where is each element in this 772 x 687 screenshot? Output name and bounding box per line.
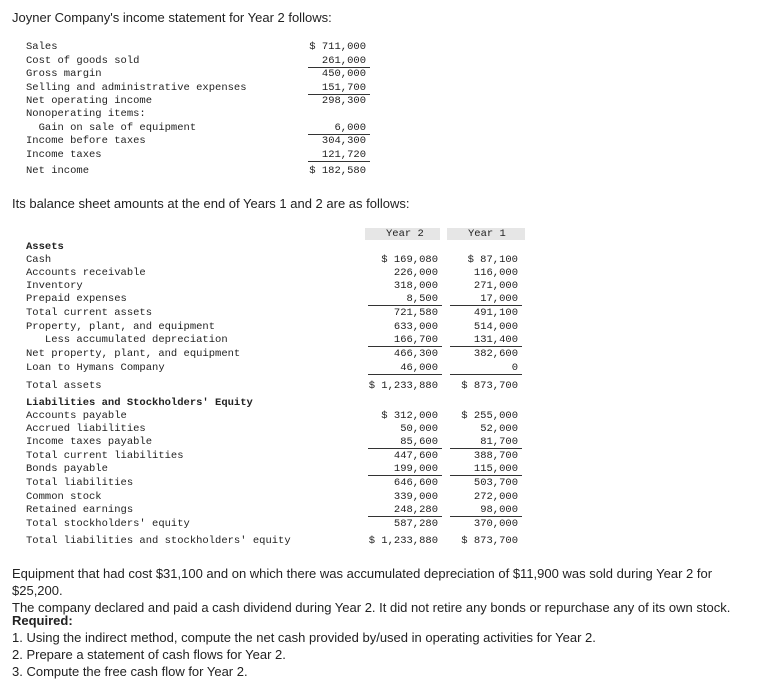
- year2-value: $ 1,233,880: [368, 380, 438, 392]
- income-row-label: Income taxes: [26, 149, 102, 161]
- year1-value: $ 873,700: [461, 380, 518, 392]
- year2-value: $ 312,000: [381, 410, 438, 422]
- balance-row-label: Total liabilities and stockholders' equity: [26, 535, 291, 547]
- year1-value: 116,000: [473, 267, 518, 279]
- income-row-value: 298,300: [321, 95, 366, 107]
- income-row-value: 261,000: [321, 55, 366, 67]
- balance-underline: [450, 448, 522, 449]
- year1-value: 388,700: [473, 450, 518, 462]
- year2-value: 587,280: [393, 518, 438, 530]
- balance-underline: [368, 516, 442, 517]
- balance-section-heading: Assets: [26, 241, 64, 253]
- year1-value: $ 873,700: [461, 535, 518, 547]
- year2-value: 633,000: [393, 321, 438, 333]
- year1-value: 52,000: [480, 423, 518, 435]
- required-heading: Required:: [12, 613, 73, 628]
- income-row-label: Net income: [26, 165, 90, 177]
- income-row-value: 6,000: [334, 122, 366, 134]
- balance-row-label: Total liabilities: [26, 477, 134, 489]
- balance-row-label: Cash: [26, 254, 52, 266]
- balance-row-label: Accrued liabilities: [26, 423, 146, 435]
- year1-value: 0: [511, 362, 518, 374]
- year2-value: 166,700: [393, 334, 438, 346]
- income-row-label: Gross margin: [26, 68, 102, 80]
- balance-row-label: Income taxes payable: [26, 436, 153, 448]
- year1-value: $ 255,000: [461, 410, 518, 422]
- year1-value: $ 87,100: [467, 254, 518, 266]
- note-line-1: Equipment that had cost $31,100 and on which there was accumulated depreciation of $11,900 was sold during Year 2 for $25,200.: [12, 566, 713, 598]
- year2-value: 8,500: [406, 293, 438, 305]
- balance-row-label: Retained earnings: [26, 504, 134, 516]
- balance-row-label: Total current liabilities: [26, 450, 184, 462]
- year1-value: 370,000: [473, 518, 518, 530]
- year2-value: 85,600: [400, 436, 438, 448]
- income-underline: [308, 134, 370, 135]
- income-row-label: Gain on sale of equipment: [26, 122, 197, 134]
- required-section: [12, 612, 762, 680]
- year2-value: $ 169,080: [381, 254, 438, 266]
- balance-underline: [368, 305, 442, 306]
- income-row-value: 304,300: [321, 135, 366, 147]
- note-line-2: The company declared and paid a cash dividend during Year 2. It did not retire any bonds or repurchase any of its own stock.: [12, 600, 731, 615]
- balance-row-label: Prepaid expenses: [26, 293, 127, 305]
- balance-row-label: Loan to Hymans Company: [26, 362, 165, 374]
- balance-underline: [368, 475, 442, 476]
- balance-row-label: Accounts receivable: [26, 267, 146, 279]
- year2-column-header: Year 2: [386, 228, 424, 240]
- balance-row-label: Common stock: [26, 491, 102, 503]
- year2-value: 248,280: [393, 504, 438, 516]
- balance-intro-text: Its balance sheet amounts at the end of Years 1 and 2 are as follows:: [12, 196, 410, 211]
- balance-row-label: Total stockholders' equity: [26, 518, 190, 530]
- year1-value: 514,000: [473, 321, 518, 333]
- balance-underline: [450, 346, 522, 347]
- year2-value: 46,000: [400, 362, 438, 374]
- balance-row-label: Accounts payable: [26, 410, 127, 422]
- year2-value: 721,580: [393, 307, 438, 319]
- year2-value: 226,000: [393, 267, 438, 279]
- year2-value: $ 1,233,880: [368, 535, 438, 547]
- income-row-label: Net operating income: [26, 95, 153, 107]
- balance-underline: [368, 374, 442, 375]
- balance-underline: [368, 346, 442, 347]
- balance-row-label: Total current assets: [26, 307, 153, 319]
- year1-value: 382,600: [473, 348, 518, 360]
- balance-underline: [368, 448, 442, 449]
- year1-value: 81,700: [480, 436, 518, 448]
- income-row-value: 121,720: [321, 149, 366, 161]
- income-row-value: $ 711,000: [309, 41, 366, 53]
- balance-row-label: Inventory: [26, 280, 83, 292]
- balance-underline: [450, 516, 522, 517]
- year1-value: 271,000: [473, 280, 518, 292]
- year2-value: 339,000: [393, 491, 438, 503]
- required-item-1: 1. Using the indirect method, compute the net cash provided by/used in operating activities for Year 2.: [12, 630, 596, 645]
- equipment-note: [12, 565, 762, 616]
- year1-value: 115,000: [473, 463, 518, 475]
- year1-value: 503,700: [473, 477, 518, 489]
- balance-row-label: Bonds payable: [26, 463, 108, 475]
- year1-value: 491,100: [473, 307, 518, 319]
- income-row-value: 450,000: [321, 68, 366, 80]
- income-underline: [308, 161, 370, 162]
- income-row-value: 151,700: [321, 82, 366, 94]
- income-row-label: Income before taxes: [26, 135, 146, 147]
- income-row-label: Selling and administrative expenses: [26, 82, 247, 94]
- balance-row-label: Less accumulated depreciation: [26, 334, 228, 346]
- year2-value: 447,600: [393, 450, 438, 462]
- year1-value: 98,000: [480, 504, 518, 516]
- balance-underline: [450, 305, 522, 306]
- income-row-label: Cost of goods sold: [26, 55, 140, 67]
- balance-underline: [450, 374, 522, 375]
- required-item-2: 2. Prepare a statement of cash flows for Year 2.: [12, 647, 286, 662]
- income-row-label: Sales: [26, 41, 58, 53]
- year1-column-header: Year 1: [468, 228, 506, 240]
- balance-row-label: Net property, plant, and equipment: [26, 348, 241, 360]
- year1-value: 17,000: [480, 293, 518, 305]
- required-item-3: 3. Compute the free cash flow for Year 2.: [12, 664, 248, 679]
- income-row-label: Nonoperating items:: [26, 108, 146, 120]
- year2-value: 318,000: [393, 280, 438, 292]
- balance-row-label: Property, plant, and equipment: [26, 321, 216, 333]
- year2-value: 466,300: [393, 348, 438, 360]
- income-row-value: $ 182,580: [309, 165, 366, 177]
- year1-value: 131,400: [473, 334, 518, 346]
- balance-underline: [450, 475, 522, 476]
- balance-row-label: Total assets: [26, 380, 102, 392]
- year2-value: 50,000: [400, 423, 438, 435]
- year2-value: 646,600: [393, 477, 438, 489]
- year2-value: 199,000: [393, 463, 438, 475]
- year1-value: 272,000: [473, 491, 518, 503]
- income-underline: [308, 67, 370, 68]
- balance-section-heading: Liabilities and Stockholders' Equity: [26, 397, 253, 409]
- income-underline: [308, 94, 370, 95]
- intro-text: Joyner Company's income statement for Year 2 follows:: [12, 10, 332, 25]
